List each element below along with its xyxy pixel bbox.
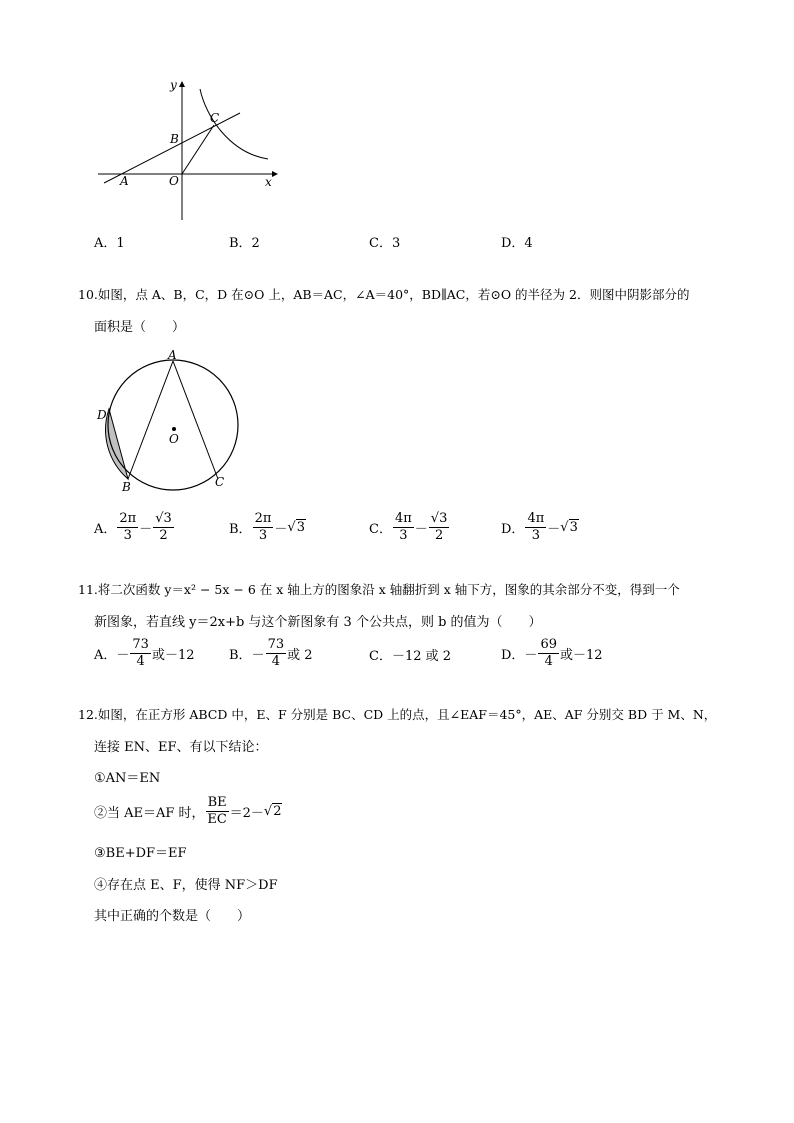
label-y: y [170,78,177,92]
q10b-sqrt: √3 [287,520,305,535]
q9-option-d[interactable]: D．4 [501,236,533,251]
q9-option-c[interactable]: C．3 [369,236,401,251]
circle-figure [92,345,252,495]
q12c2-post: ＝2－ [229,806,264,821]
q10c-label: C． [369,522,392,537]
q11-stem-line1: 11.将二次函数 y＝x² − 5x − 6 在 x 轴上方的图象沿 x 轴翻折到 x 轴下方，图象的其余部分不变，得到一个 [78,582,680,597]
q11d-fraction: $\frac{69}{4}$ [540,637,557,669]
label-x: x [265,175,272,189]
q11-option-c[interactable] [369,645,451,664]
q11-option-a[interactable] [94,637,194,670]
q10b-fraction-1: $\frac{2\pi}{3}$ [254,511,272,543]
q11b-label: B．－ [229,648,265,663]
y-axis-arrow [179,81,185,87]
q11-stem-line2: 新图象，若直线 y＝2x+b 与这个新图象有 3 个公共点，则 b 的值为（ ） [94,615,542,630]
q12-conclusion-4: ④存在点 E、F，使得 NF＞DF [94,878,278,893]
q12c2-sqrt: √2 [263,804,282,819]
circle-o [108,360,238,490]
center-dot [172,427,176,431]
q10a-label: A． [94,522,117,537]
q12c2-fraction: $\frac{BE}{EC}$ [207,795,227,827]
coordinate-graph-figure [90,75,290,225]
q10d-label: D． [501,522,525,537]
q10a-fraction-2: $\frac{√3}{2}$ [155,511,172,543]
q10d-minus: － [547,522,561,537]
q10b-minus: － [274,522,288,537]
q10c-minus: － [414,522,428,537]
q9-option-a[interactable]: A．1 [94,236,125,251]
q9-option-b[interactable]: B．2 [229,236,260,251]
q11b-fraction: $\frac{73}{4}$ [267,637,285,669]
x-axis-arrow [272,171,278,177]
label-c: C [215,475,225,489]
q11-option-d[interactable] [501,637,603,670]
q12-conclusion-1: ①AN＝EN [94,771,161,786]
q10-option-a[interactable] [94,511,175,544]
q11a-label: A．－ [94,648,130,663]
q12-question: 其中正确的个数是（ ） [94,909,251,924]
label-b: B [122,480,131,494]
label-d: D [97,408,107,422]
q12-conclusion-2 [94,795,282,828]
q11d-tail: 或－12 [559,648,603,663]
q11b-tail: 或 2 [287,648,313,663]
q11c-label: C．－12 或 2 [369,649,452,664]
label-o: O [169,432,179,446]
line-ab [104,113,240,183]
q12-stem-line2: 连接 EN、EF、有以下结论： [94,740,268,755]
label-a: A [120,174,129,188]
q10d-fraction-1: $\frac{4\pi}{3}$ [527,511,545,543]
q10b-label: B． [229,522,252,537]
q10-option-b[interactable] [229,511,306,544]
q12-stem-line1: 12.如图，在正方形 ABCD 中，E、F 分别是 BC、CD 上的点，且∠EAF＝45°，AE、AF 分别交 BD 于 M、N， [78,707,717,722]
chord-ab [128,361,173,479]
q12-conclusion-3: ③BE+DF＝EF [94,846,187,861]
q10-option-d[interactable] [501,511,579,544]
q10-option-c[interactable] [369,511,450,544]
q10-stem-line1: 10.如图，点 A、B，C，D 在⊙O 上，AB＝AC，∠A＝40°，BD∥AC，若⊙O 的半径为 2．则图中阴影部分的 [78,287,690,302]
q11-option-b[interactable] [229,637,313,670]
q10c-fraction-1: $\frac{4\pi}{3}$ [394,511,412,543]
q10d-sqrt: √3 [560,520,578,535]
q11a-tail: 或－12 [151,648,195,663]
q10a-fraction-1: $\frac{2\pi}{3}$ [119,511,137,543]
q12c2-prefix: ②当 AE＝AF 时， [94,806,205,821]
q11d-label: D．－ [501,648,538,663]
q11a-fraction: $\frac{73}{4}$ [132,637,149,669]
q10c-fraction-2: $\frac{√3}{2}$ [430,511,448,543]
segment-oc [182,125,214,174]
label-b: B [170,132,179,146]
label-o: O [169,174,179,188]
label-a: A [168,348,177,362]
chord-ac [173,361,218,479]
q10a-minus: － [139,522,153,537]
label-c: C [210,111,220,125]
q10-stem-line2: 面积是（ ） [94,320,186,335]
